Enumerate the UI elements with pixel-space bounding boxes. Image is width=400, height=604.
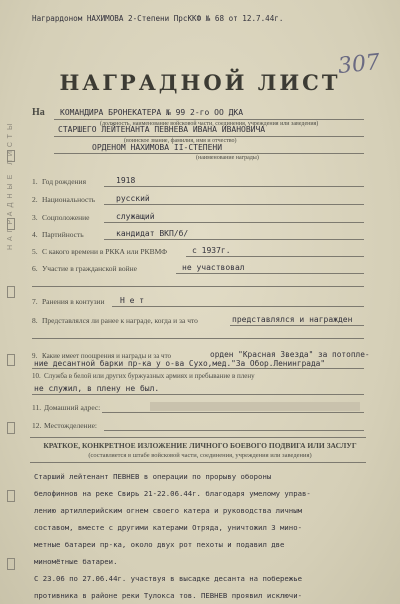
order-header-line: Награрдоном НАХИМОВА 2-Степени ПрсККФ № 68 от 12.7.44г. (32, 14, 284, 23)
field-8-label: Представлялся ли ранее к награде, когда и за что (42, 316, 198, 325)
field-11-number: 11. (32, 403, 42, 412)
position-caption: (должность, наименование войсковой части, соединения, учреждения или заведения) (100, 121, 319, 127)
field-6-value: не участвовал (182, 263, 245, 272)
sidebar-label: НАГРАДНЫЕ ЛИСТЫ (7, 119, 14, 250)
body-line-5: метные батареи пр-ка, около двух рот пехоты и подавил две (34, 540, 285, 549)
field-5-number: 5. (32, 247, 38, 256)
na-label: На (32, 107, 45, 118)
field-10-label: Служба в белой или других буржуазных армиях и пребывание в плену (44, 372, 255, 380)
field-9-number: 9. (32, 352, 38, 360)
body-line-8: противника в районе реки Тулокса тов. ПЕВНЕВ проявил исключи- (34, 591, 302, 600)
field-7-value: Н е т (120, 296, 145, 305)
field-9-label: Какие имеет поощрения и награды и за что (42, 352, 172, 360)
field-1-value: 1918 (116, 176, 136, 185)
field-10-number: 10. (32, 372, 41, 380)
field-5-value: с 1937г. (192, 246, 231, 255)
field-3-value: служащий (116, 212, 155, 221)
page-title: НАГРАДНОЙ ЛИСТ (59, 70, 341, 95)
field-1-number: 1. (32, 177, 38, 186)
field-8-number: 8. (32, 316, 38, 325)
field-9-value-line1: орден "Красная Звезда" за потопле- (210, 350, 370, 359)
field-4-label: Партийность (42, 230, 84, 239)
award-caption: (наименование награды) (196, 155, 259, 161)
field-5-label: С какого времени в РККА или РКВМФ (42, 247, 168, 256)
award-name: ОРДЕНОМ НАХИМОВА II-СТЕПЕНИ (92, 143, 223, 152)
field-3-number: 3. (32, 213, 38, 222)
field-1-label: Год рождения (42, 177, 87, 186)
redaction-address (150, 402, 360, 411)
field-8-value: представлялся и награжден (232, 315, 353, 324)
name-caption: (воинское звание, фамилия, имя и отчество) (124, 138, 237, 144)
handwritten-number: 307 (336, 49, 382, 80)
recipient-name: СТАРШЕГО ЛЕЙТЕНАНТА ПЕВНЕВА ИВАНА ИВАНОВИЧА (58, 125, 266, 134)
field-4-value: кандидат ВКП/б/ (116, 229, 189, 238)
field-12-number: 12. (32, 421, 42, 430)
body-line-3: лению артиллерийским огнем своего катера и руководства личным (34, 506, 302, 515)
field-7-number: 7. (32, 297, 38, 306)
field-2-label: Национальность (42, 195, 96, 204)
field-4-number: 4. (32, 230, 38, 239)
body-line-1: Старший лейтенант ПЕВНЕВ в операции по прорыву обороны (34, 472, 272, 481)
field-12-label: Местожделение: (44, 421, 97, 430)
recipient-position: КОМАНДИРА БРОНЕКАТЕРА № 99 2-го ОО ДКА (60, 108, 244, 117)
field-6-label: Участие в гражданской войне (42, 264, 137, 273)
body-line-2: белофиннов на реке Свирь 21-22.06.44г. благодаря умелому управ- (34, 489, 311, 498)
field-10-value: не служил, в плену не был. (34, 384, 160, 393)
field-6-number: 6. (32, 264, 38, 273)
field-2-number: 2. (32, 195, 38, 204)
field-2-value: русский (116, 194, 150, 203)
section-title: КРАТКОЕ, КОНКРЕТНОЕ ИЗЛОЖЕНИЕ ЛИЧНОГО БОЕВОГО ПОДВИГА ИЛИ ЗАСЛУГ (43, 441, 357, 450)
body-line-6: миномётные батареи. (34, 557, 118, 566)
body-line-7: С 23.06 по 27.06.44г. участвуя в высадке десанта на побережье (34, 574, 302, 583)
field-3-label: Соцположение (42, 213, 90, 222)
field-11-label: Домашний адрес: (44, 403, 101, 412)
field-7-label: Ранения в контузии (42, 297, 105, 306)
field-9-value-line2: ние десантной барки пр-ка у о-ва Сухо,мед."За Обор.Ленинграда" (34, 359, 326, 368)
body-line-4: составом, вместе с другими катерами Отряда, уничтожил 3 мино- (34, 523, 302, 532)
section-subtitle: (составляется в штабе войсковой части, соединения, учреждения или заведения) (88, 452, 312, 459)
